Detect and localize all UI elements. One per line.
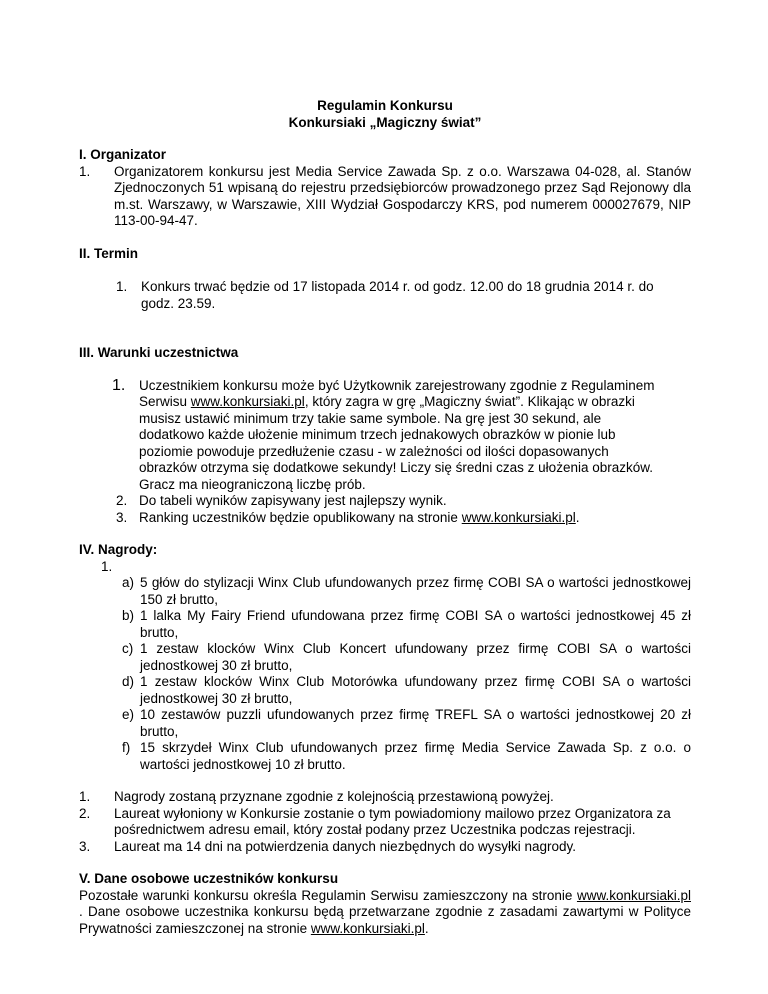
section-4-item-1 bbox=[79, 789, 691, 806]
section-4-heading: IV. Nagrody: bbox=[79, 542, 158, 557]
item-text: Konkurs trwać będzie od 17 listopada 2014 r. od godz. 12.00 do 18 grudnia 2014 r. do godz. 23.59. bbox=[141, 279, 654, 311]
section-4-item-2 bbox=[79, 806, 691, 839]
prize-text: 1 zestaw klocków Winx Club Koncert ufundowany przez firmę COBI SA o wartości jednostkowej 30 zł brutto, bbox=[140, 641, 691, 673]
prize-item-f bbox=[79, 740, 691, 773]
item-number: 1. bbox=[116, 279, 128, 294]
section-3-heading: III. Warunki uczestnictwa bbox=[79, 345, 239, 360]
item-number: 3. bbox=[79, 838, 91, 854]
title-line-2: Konkursiaki „Magiczny świat” bbox=[288, 114, 482, 130]
title-line-1: Regulamin Konkursu bbox=[317, 98, 453, 113]
prize-item-c bbox=[79, 641, 691, 674]
item-text: Laureat ma 14 dni na potwierdzenia danych niezbędnych do wysyłki nagrody. bbox=[114, 838, 577, 854]
document-page bbox=[79, 98, 691, 937]
item-number: 1. bbox=[112, 376, 126, 394]
prize-letter: b) bbox=[122, 608, 135, 623]
item-text: Organizatorem konkursu jest Media Service Zawada Sp. z o.o. Warszawa 04-028, al. Stanów Zjednoczonych 51 wpisaną do rejestru przedsiębiorców prowadzonego przez Sąd Rejonowy dla m.st. Warszawy, w Warszawie, XIII Wydział Gospodarczy KRS, pod numerem 000027679, NIP 113-00-94-47. bbox=[114, 163, 691, 228]
section-2-heading: II. Termin bbox=[79, 245, 139, 261]
paragraph-text-a: Pozostałe warunki konkursu określa Regulamin Serwisu zamieszczony na stronie bbox=[79, 887, 577, 903]
section-1-item-1 bbox=[79, 164, 691, 230]
section-2-item-1 bbox=[79, 279, 691, 312]
konkursiaki-link[interactable]: www.konkursiaki.pl bbox=[576, 887, 691, 903]
paragraph-text-c: . bbox=[424, 920, 429, 936]
prize-item-a bbox=[79, 575, 691, 608]
prize-text: 5 głów do stylizacji Winx Club ufundowanych przez firmę COBI SA o wartości jednostkowej 150 zł brutto, bbox=[140, 575, 691, 607]
prize-text: 1 lalka My Fairy Friend ufundowana przez firmę COBI SA o wartości jednostkowej 45 zł brutto, bbox=[140, 608, 691, 640]
prize-list-number: 1. bbox=[101, 558, 113, 574]
item-text: Nagrody zostaną przyznane zgodnie z kolejnością przestawioną powyżej. bbox=[114, 789, 554, 804]
section-4-item-3 bbox=[79, 839, 691, 856]
section-1-heading: I. Organizator bbox=[79, 147, 167, 162]
section-5-heading: V. Dane osobowe uczestników konkursu bbox=[79, 871, 339, 886]
item-text-b: . bbox=[575, 509, 580, 525]
item-number: 3. bbox=[116, 509, 128, 525]
prize-text: 15 skrzydeł Winx Club ufundowanych przez firmę Media Service Zawada Sp. z o.o. o wartości jednostkowej 10 zł brutto. bbox=[140, 740, 691, 772]
item-text: Laureat wyłoniony w Konkursie zostanie o tym powiadomiony mailowo przez Organizatora za pośrednictwem adresu email, który został podany przez Uczestnika podczas rejestracji. bbox=[114, 805, 671, 837]
prize-letter: d) bbox=[122, 674, 135, 689]
section-3-item-2 bbox=[79, 493, 691, 510]
prize-letter: a) bbox=[122, 575, 135, 590]
prize-item-d bbox=[79, 674, 691, 707]
section-3-item-1 bbox=[79, 378, 691, 494]
item-number: 1. bbox=[79, 789, 91, 804]
konkursiaki-link[interactable]: www.konkursiaki.pl bbox=[461, 509, 576, 525]
konkursiaki-link[interactable]: www.konkursiaki.pl bbox=[190, 394, 305, 409]
item-number: 2. bbox=[116, 493, 128, 508]
prize-text: 10 zestawów puzzli ufundowanych przez firmę TREFL SA o wartości jednostkowej 20 zł brutto, bbox=[140, 707, 691, 739]
prize-text: 1 zestaw klocków Winx Club Motorówka ufundowany przez firmę COBI SA o wartości jednostkowej 30 zł brutto, bbox=[140, 674, 691, 706]
konkursiaki-link[interactable]: www.konkursiaki.pl bbox=[310, 920, 425, 936]
item-text-b: , który zagra w grę „Magiczny świat”. Klikając w obrazki musisz ustawić minimum trzy takie same symbole. Na grę jest 30 sekund, ale dodatkowo każde ułożenie minimum trzech jednakowych obrazków w pionie lub poziomie powoduje przedłużenie czasu - w zależności od ilości dopasowanych obrazków otrzyma się dodatkowe sekundy! Liczy się średni czas z ułożenia obrazków. Gracz ma nieograniczoną liczbę prób. bbox=[139, 394, 653, 492]
prize-item-e bbox=[79, 707, 691, 740]
item-text-a: Uczestnikiem konkursu może być Użytkownik zarejestrowany zgodnie z Regulaminem Serwisu bbox=[139, 377, 655, 409]
document-title bbox=[79, 98, 691, 131]
item-number: 1. bbox=[79, 163, 91, 179]
section-3-item-3 bbox=[79, 510, 691, 527]
prize-letter: e) bbox=[122, 707, 135, 722]
item-text: Do tabeli wyników zapisywany jest najlepszy wynik. bbox=[139, 493, 447, 508]
paragraph-text-b: . Dane osobowe uczestnika konkursu będą przetwarzane zgodnie z zasadami zawartymi w Polityce Prywatności zamieszczonej na stronie bbox=[79, 904, 691, 936]
prize-letter: c) bbox=[122, 641, 134, 656]
prize-item-b bbox=[79, 608, 691, 641]
prize-letter: f) bbox=[122, 740, 131, 755]
section-5-paragraph bbox=[79, 888, 691, 938]
item-number: 2. bbox=[79, 805, 91, 821]
item-text-a: Ranking uczestników będzie opublikowany na stronie bbox=[139, 509, 462, 525]
